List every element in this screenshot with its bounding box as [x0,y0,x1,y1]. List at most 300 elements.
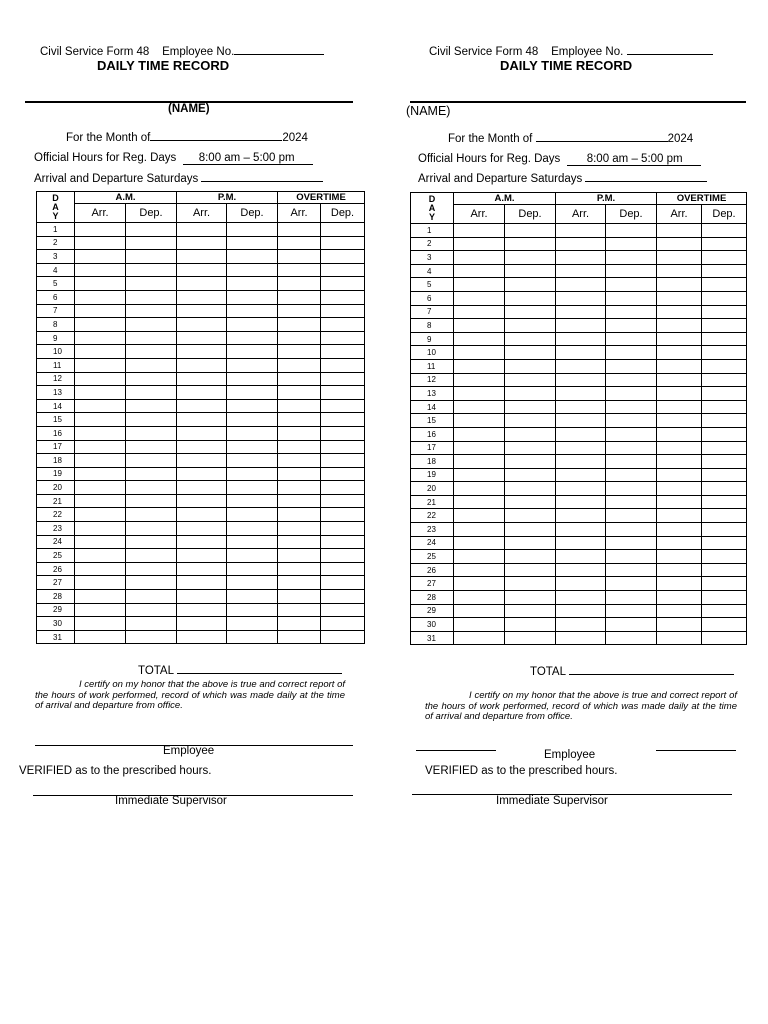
am-departure-cell[interactable] [126,576,177,590]
pm-arrival-cell[interactable] [177,617,227,631]
pm-arrival-cell[interactable] [177,399,227,413]
am-departure-cell[interactable] [126,331,177,345]
pm-arrival-cell[interactable] [556,604,606,618]
pm-arrival-cell[interactable] [556,332,606,346]
pm-departure-cell[interactable] [606,264,657,278]
am-arrival-cell[interactable] [454,400,505,414]
pm-departure-cell[interactable] [227,372,278,386]
overtime-departure-cell[interactable] [321,426,365,440]
am-departure-cell[interactable] [505,468,556,482]
pm-departure-cell[interactable] [606,400,657,414]
am-departure-cell[interactable] [505,455,556,469]
pm-departure-cell[interactable] [606,305,657,319]
am-departure-cell[interactable] [126,467,177,481]
pm-arrival-cell[interactable] [177,440,227,454]
overtime-arrival-cell[interactable] [657,577,702,591]
pm-departure-cell[interactable] [606,604,657,618]
saturdays-field[interactable] [201,169,323,182]
overtime-departure-cell[interactable] [702,319,747,333]
am-arrival-cell[interactable] [75,440,126,454]
overtime-departure-cell[interactable] [321,535,365,549]
overtime-arrival-cell[interactable] [278,494,321,508]
overtime-departure-cell[interactable] [702,468,747,482]
am-departure-cell[interactable] [126,236,177,250]
am-departure-cell[interactable] [126,277,177,291]
am-departure-cell[interactable] [126,562,177,576]
pm-departure-cell[interactable] [227,617,278,631]
pm-departure-cell[interactable] [227,399,278,413]
overtime-arrival-cell[interactable] [657,264,702,278]
pm-arrival-cell[interactable] [556,373,606,387]
pm-departure-cell[interactable] [606,577,657,591]
am-arrival-cell[interactable] [75,454,126,468]
pm-departure-cell[interactable] [606,441,657,455]
am-arrival-cell[interactable] [454,618,505,632]
am-arrival-cell[interactable] [75,318,126,332]
overtime-arrival-cell[interactable] [657,319,702,333]
am-arrival-cell[interactable] [75,494,126,508]
overtime-arrival-cell[interactable] [278,522,321,536]
am-arrival-cell[interactable] [454,577,505,591]
am-arrival-cell[interactable] [75,590,126,604]
pm-arrival-cell[interactable] [177,630,227,644]
pm-arrival-cell[interactable] [556,319,606,333]
am-arrival-cell[interactable] [454,563,505,577]
am-departure-cell[interactable] [126,399,177,413]
overtime-departure-cell[interactable] [702,509,747,523]
am-arrival-cell[interactable] [75,263,126,277]
pm-departure-cell[interactable] [606,618,657,632]
pm-departure-cell[interactable] [606,332,657,346]
am-arrival-cell[interactable] [454,387,505,401]
pm-departure-cell[interactable] [606,359,657,373]
am-arrival-cell[interactable] [75,522,126,536]
am-departure-cell[interactable] [505,291,556,305]
pm-arrival-cell[interactable] [177,290,227,304]
pm-departure-cell[interactable] [227,467,278,481]
overtime-arrival-cell[interactable] [278,549,321,563]
am-arrival-cell[interactable] [454,264,505,278]
pm-arrival-cell[interactable] [177,250,227,264]
overtime-arrival-cell[interactable] [657,591,702,605]
overtime-departure-cell[interactable] [321,522,365,536]
am-departure-cell[interactable] [505,604,556,618]
am-departure-cell[interactable] [505,359,556,373]
overtime-departure-cell[interactable] [702,400,747,414]
official-hours-value[interactable]: 8:00 am – 5:00 pm [567,153,701,166]
am-departure-cell[interactable] [505,495,556,509]
pm-departure-cell[interactable] [227,223,278,237]
saturdays-field[interactable] [585,169,707,182]
overtime-arrival-cell[interactable] [657,536,702,550]
pm-arrival-cell[interactable] [556,224,606,238]
pm-arrival-cell[interactable] [177,372,227,386]
pm-arrival-cell[interactable] [556,536,606,550]
overtime-arrival-cell[interactable] [278,399,321,413]
pm-departure-cell[interactable] [227,236,278,250]
pm-departure-cell[interactable] [227,590,278,604]
pm-arrival-cell[interactable] [177,549,227,563]
overtime-arrival-cell[interactable] [278,467,321,481]
pm-departure-cell[interactable] [227,562,278,576]
overtime-arrival-cell[interactable] [657,482,702,496]
pm-departure-cell[interactable] [227,440,278,454]
pm-arrival-cell[interactable] [556,427,606,441]
am-arrival-cell[interactable] [75,426,126,440]
overtime-departure-cell[interactable] [321,372,365,386]
pm-departure-cell[interactable] [227,494,278,508]
am-departure-cell[interactable] [505,224,556,238]
pm-arrival-cell[interactable] [177,508,227,522]
pm-departure-cell[interactable] [606,591,657,605]
overtime-arrival-cell[interactable] [657,604,702,618]
overtime-arrival-cell[interactable] [657,373,702,387]
overtime-departure-cell[interactable] [702,604,747,618]
am-departure-cell[interactable] [505,509,556,523]
overtime-departure-cell[interactable] [321,345,365,359]
overtime-arrival-cell[interactable] [278,263,321,277]
overtime-arrival-cell[interactable] [278,386,321,400]
overtime-departure-cell[interactable] [702,631,747,645]
am-arrival-cell[interactable] [75,250,126,264]
pm-arrival-cell[interactable] [177,236,227,250]
overtime-arrival-cell[interactable] [278,630,321,644]
overtime-arrival-cell[interactable] [657,359,702,373]
overtime-departure-cell[interactable] [702,346,747,360]
am-departure-cell[interactable] [126,358,177,372]
am-arrival-cell[interactable] [454,414,505,428]
pm-arrival-cell[interactable] [177,603,227,617]
overtime-arrival-cell[interactable] [278,508,321,522]
pm-arrival-cell[interactable] [556,618,606,632]
pm-arrival-cell[interactable] [556,414,606,428]
name-field[interactable] [410,101,746,103]
overtime-arrival-cell[interactable] [657,387,702,401]
am-departure-cell[interactable] [505,631,556,645]
am-arrival-cell[interactable] [75,467,126,481]
pm-departure-cell[interactable] [606,373,657,387]
am-departure-cell[interactable] [505,373,556,387]
pm-arrival-cell[interactable] [556,278,606,292]
overtime-departure-cell[interactable] [702,441,747,455]
overtime-departure-cell[interactable] [702,305,747,319]
employee-signature-line-left[interactable] [416,750,496,751]
overtime-departure-cell[interactable] [321,494,365,508]
pm-arrival-cell[interactable] [177,318,227,332]
am-departure-cell[interactable] [126,290,177,304]
overtime-departure-cell[interactable] [702,591,747,605]
overtime-arrival-cell[interactable] [278,576,321,590]
pm-arrival-cell[interactable] [556,346,606,360]
overtime-arrival-cell[interactable] [657,509,702,523]
pm-departure-cell[interactable] [227,426,278,440]
employee-signature-line-right[interactable] [656,750,736,751]
overtime-arrival-cell[interactable] [278,236,321,250]
pm-arrival-cell[interactable] [556,305,606,319]
pm-departure-cell[interactable] [227,250,278,264]
am-departure-cell[interactable] [505,346,556,360]
am-arrival-cell[interactable] [454,455,505,469]
am-departure-cell[interactable] [126,590,177,604]
total-field[interactable] [177,661,342,674]
overtime-departure-cell[interactable] [321,630,365,644]
overtime-departure-cell[interactable] [702,291,747,305]
pm-departure-cell[interactable] [227,331,278,345]
pm-arrival-cell[interactable] [177,454,227,468]
pm-arrival-cell[interactable] [177,522,227,536]
overtime-departure-cell[interactable] [321,304,365,318]
overtime-arrival-cell[interactable] [278,413,321,427]
am-departure-cell[interactable] [505,523,556,537]
am-departure-cell[interactable] [505,278,556,292]
am-departure-cell[interactable] [505,550,556,564]
overtime-arrival-cell[interactable] [657,400,702,414]
overtime-departure-cell[interactable] [702,495,747,509]
am-arrival-cell[interactable] [75,481,126,495]
pm-arrival-cell[interactable] [556,359,606,373]
overtime-arrival-cell[interactable] [657,237,702,251]
am-arrival-cell[interactable] [75,372,126,386]
overtime-arrival-cell[interactable] [278,372,321,386]
am-arrival-cell[interactable] [75,630,126,644]
am-departure-cell[interactable] [505,319,556,333]
am-departure-cell[interactable] [505,427,556,441]
overtime-arrival-cell[interactable] [657,468,702,482]
am-departure-cell[interactable] [126,617,177,631]
overtime-arrival-cell[interactable] [657,550,702,564]
overtime-departure-cell[interactable] [321,277,365,291]
am-arrival-cell[interactable] [75,603,126,617]
pm-departure-cell[interactable] [606,550,657,564]
overtime-departure-cell[interactable] [321,590,365,604]
pm-arrival-cell[interactable] [177,467,227,481]
overtime-arrival-cell[interactable] [278,358,321,372]
am-arrival-cell[interactable] [454,523,505,537]
am-arrival-cell[interactable] [75,399,126,413]
am-departure-cell[interactable] [505,441,556,455]
overtime-arrival-cell[interactable] [278,481,321,495]
pm-arrival-cell[interactable] [177,304,227,318]
overtime-arrival-cell[interactable] [657,305,702,319]
overtime-departure-cell[interactable] [702,414,747,428]
overtime-departure-cell[interactable] [321,467,365,481]
am-arrival-cell[interactable] [454,251,505,265]
am-departure-cell[interactable] [126,630,177,644]
pm-arrival-cell[interactable] [177,358,227,372]
overtime-arrival-cell[interactable] [278,290,321,304]
overtime-departure-cell[interactable] [702,387,747,401]
am-departure-cell[interactable] [505,414,556,428]
overtime-departure-cell[interactable] [321,223,365,237]
overtime-arrival-cell[interactable] [657,618,702,632]
pm-arrival-cell[interactable] [556,631,606,645]
overtime-departure-cell[interactable] [702,577,747,591]
am-departure-cell[interactable] [126,535,177,549]
overtime-departure-cell[interactable] [702,264,747,278]
overtime-arrival-cell[interactable] [278,345,321,359]
am-arrival-cell[interactable] [75,413,126,427]
overtime-arrival-cell[interactable] [278,331,321,345]
pm-departure-cell[interactable] [606,468,657,482]
am-arrival-cell[interactable] [75,345,126,359]
am-arrival-cell[interactable] [75,236,126,250]
overtime-departure-cell[interactable] [321,399,365,413]
am-departure-cell[interactable] [126,549,177,563]
pm-arrival-cell[interactable] [177,277,227,291]
am-departure-cell[interactable] [505,400,556,414]
pm-departure-cell[interactable] [606,414,657,428]
pm-arrival-cell[interactable] [177,590,227,604]
overtime-arrival-cell[interactable] [278,454,321,468]
pm-departure-cell[interactable] [227,358,278,372]
am-arrival-cell[interactable] [454,509,505,523]
pm-arrival-cell[interactable] [177,576,227,590]
overtime-departure-cell[interactable] [321,413,365,427]
am-arrival-cell[interactable] [454,631,505,645]
pm-departure-cell[interactable] [227,304,278,318]
pm-arrival-cell[interactable] [556,441,606,455]
overtime-departure-cell[interactable] [321,481,365,495]
am-departure-cell[interactable] [126,263,177,277]
am-arrival-cell[interactable] [454,346,505,360]
overtime-arrival-cell[interactable] [657,224,702,238]
am-departure-cell[interactable] [126,223,177,237]
pm-arrival-cell[interactable] [556,523,606,537]
pm-departure-cell[interactable] [227,386,278,400]
pm-arrival-cell[interactable] [556,387,606,401]
overtime-departure-cell[interactable] [321,508,365,522]
overtime-departure-cell[interactable] [321,617,365,631]
am-arrival-cell[interactable] [454,359,505,373]
pm-departure-cell[interactable] [606,455,657,469]
overtime-departure-cell[interactable] [321,331,365,345]
overtime-arrival-cell[interactable] [278,304,321,318]
month-field[interactable] [150,128,282,141]
pm-arrival-cell[interactable] [556,251,606,265]
overtime-arrival-cell[interactable] [278,277,321,291]
overtime-departure-cell[interactable] [702,536,747,550]
pm-departure-cell[interactable] [227,263,278,277]
pm-arrival-cell[interactable] [177,481,227,495]
pm-arrival-cell[interactable] [556,264,606,278]
am-departure-cell[interactable] [505,482,556,496]
pm-departure-cell[interactable] [606,482,657,496]
am-arrival-cell[interactable] [75,223,126,237]
overtime-departure-cell[interactable] [702,482,747,496]
month-field[interactable] [536,129,668,142]
overtime-departure-cell[interactable] [321,562,365,576]
overtime-arrival-cell[interactable] [278,590,321,604]
pm-departure-cell[interactable] [606,291,657,305]
pm-arrival-cell[interactable] [177,223,227,237]
overtime-departure-cell[interactable] [321,440,365,454]
am-arrival-cell[interactable] [75,290,126,304]
overtime-departure-cell[interactable] [321,263,365,277]
am-departure-cell[interactable] [126,386,177,400]
overtime-departure-cell[interactable] [702,373,747,387]
pm-departure-cell[interactable] [606,523,657,537]
pm-arrival-cell[interactable] [556,563,606,577]
overtime-arrival-cell[interactable] [278,535,321,549]
am-arrival-cell[interactable] [454,305,505,319]
overtime-departure-cell[interactable] [702,563,747,577]
overtime-departure-cell[interactable] [702,278,747,292]
pm-departure-cell[interactable] [606,251,657,265]
pm-departure-cell[interactable] [227,535,278,549]
am-arrival-cell[interactable] [75,304,126,318]
overtime-arrival-cell[interactable] [657,495,702,509]
am-departure-cell[interactable] [126,318,177,332]
overtime-departure-cell[interactable] [321,236,365,250]
overtime-arrival-cell[interactable] [278,617,321,631]
overtime-arrival-cell[interactable] [657,563,702,577]
overtime-arrival-cell[interactable] [657,332,702,346]
am-departure-cell[interactable] [505,251,556,265]
am-arrival-cell[interactable] [454,224,505,238]
am-departure-cell[interactable] [505,332,556,346]
overtime-arrival-cell[interactable] [278,426,321,440]
am-departure-cell[interactable] [126,413,177,427]
overtime-departure-cell[interactable] [702,550,747,564]
am-arrival-cell[interactable] [454,278,505,292]
pm-departure-cell[interactable] [227,345,278,359]
overtime-arrival-cell[interactable] [278,562,321,576]
am-departure-cell[interactable] [126,522,177,536]
am-departure-cell[interactable] [126,481,177,495]
pm-arrival-cell[interactable] [556,509,606,523]
pm-departure-cell[interactable] [606,319,657,333]
am-arrival-cell[interactable] [454,591,505,605]
pm-arrival-cell[interactable] [556,291,606,305]
pm-departure-cell[interactable] [227,454,278,468]
pm-arrival-cell[interactable] [556,495,606,509]
pm-departure-cell[interactable] [606,387,657,401]
overtime-departure-cell[interactable] [321,603,365,617]
am-arrival-cell[interactable] [454,604,505,618]
pm-arrival-cell[interactable] [177,426,227,440]
pm-arrival-cell[interactable] [177,413,227,427]
overtime-departure-cell[interactable] [702,359,747,373]
pm-arrival-cell[interactable] [556,468,606,482]
overtime-departure-cell[interactable] [702,332,747,346]
am-arrival-cell[interactable] [454,332,505,346]
pm-departure-cell[interactable] [606,346,657,360]
am-departure-cell[interactable] [126,372,177,386]
am-departure-cell[interactable] [505,618,556,632]
pm-departure-cell[interactable] [227,413,278,427]
pm-arrival-cell[interactable] [177,386,227,400]
am-departure-cell[interactable] [505,387,556,401]
pm-departure-cell[interactable] [227,318,278,332]
overtime-arrival-cell[interactable] [278,223,321,237]
pm-departure-cell[interactable] [606,631,657,645]
am-departure-cell[interactable] [505,264,556,278]
am-arrival-cell[interactable] [454,237,505,251]
overtime-departure-cell[interactable] [702,427,747,441]
pm-arrival-cell[interactable] [556,237,606,251]
am-departure-cell[interactable] [126,345,177,359]
overtime-departure-cell[interactable] [321,250,365,264]
am-departure-cell[interactable] [126,426,177,440]
pm-arrival-cell[interactable] [177,263,227,277]
pm-arrival-cell[interactable] [177,494,227,508]
overtime-departure-cell[interactable] [702,618,747,632]
am-arrival-cell[interactable] [75,617,126,631]
am-departure-cell[interactable] [505,305,556,319]
overtime-departure-cell[interactable] [321,576,365,590]
pm-departure-cell[interactable] [606,536,657,550]
official-hours-value[interactable]: 8:00 am – 5:00 pm [183,152,313,165]
